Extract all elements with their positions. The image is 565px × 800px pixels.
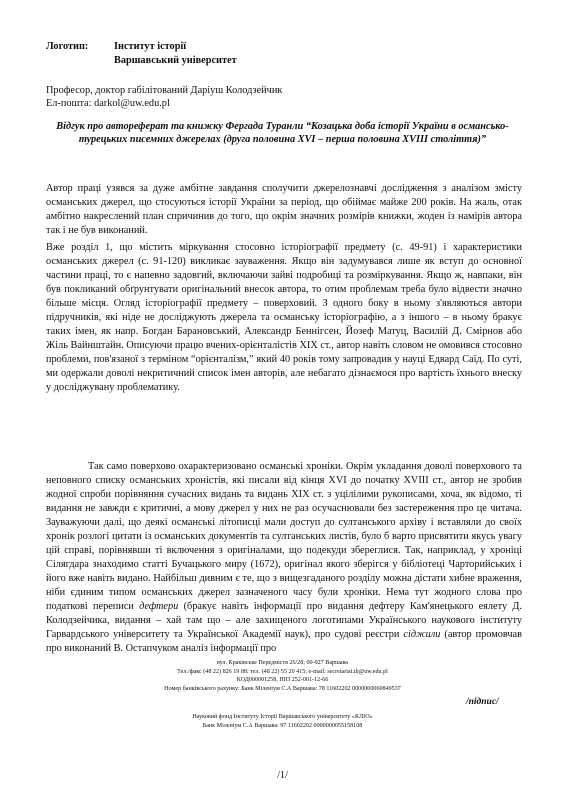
logo-header — [46, 40, 237, 66]
author-email: Ел-пошта: darkol@uw.edu.pl — [46, 98, 170, 109]
paragraph-chronicles-text-3: (автор промовчав про виконаний В. Остапчуком аналіз інформації про — [46, 629, 522, 654]
footer-address: вул. Краківське Передмістя 26/28; 00-927 Варшава — [216, 660, 348, 666]
institute-footer — [0, 659, 565, 694]
paragraph-chronicles — [46, 460, 522, 656]
paragraph-intro: Автор праці узявся за дуже амбітне завдання сполучити джерелознавчі дослідження з аналізом змісту османських джерел, що стосуються історії України за період, що обіймає майже 200 років. На жаль, отак амбітно накреслений план спричинив до того, що окрім значних розмірів книжки, жоден із намірів автора так і не був виконаний. — [46, 183, 522, 236]
term-sijili: сіджили — [403, 629, 441, 640]
paragraph-chronicles-text-1: Так само поверхово охарактеризовано османські хроніки. Окрім укладання доволі поверхового та неповного списку османських хроністів, які писали від кінця XVI до початку XVIII ст., автор не зробив жодної спроби порівняння сучасних видань та видань XIX ст. з уцілілими рукописами, хоча, як відомо, ті видання не завжди є критичні, а мову джерел у них не раз осучаснювали без застереження про це читача. Зауважуючи далі, що деякі османські літописці мали доступ до султанського архіву і вставляли до своїх хронік розлогі цитати із османських документів та султанських листів, було б варто присвятити якусь увагу цій справі, порівнявши ті включення з оригіналами, що подекуди збереглися. Так, наприклад, у хроніці Сілягдара знаходимо статті Бучацького миру (1672), оригінал якого зберігся у бібліотеці Чарторийських і його вже навіть видано. Найбільш дивним є те, що з вищезгаданого розділу можна дістати хибне враження, ніби єдиним типом османських джерел зазначеного часу були хроніки. Нема тут жодного слова про податкові переписи — [46, 461, 522, 612]
term-defteri: дефтери — [139, 601, 179, 612]
author-block — [46, 84, 282, 110]
paragraph-chronicles-text-2: (бракує навіть інформації про видання дефтеру Кам'янецького еялету Д. Колодзейчика, видання – хай там що – але захищеного логотипами Українського наукового інституту Гарвардського університету та Української Академії наук), про судові реєстри — [46, 601, 522, 640]
footer-bank-account: Номер банківського рахунку: Банк Міленіум С.А Варшава: 78 11602202 0000000060849537 — [164, 686, 401, 693]
paragraph-historiography: Вже розділ 1, що містить міркування стосовно історіографії предмету (с. 49-91) і характеристики османських джерел (с. 91-120) викликає зауваження. Якщо він задумувався лише як вступ до основної частини праці, то є напевно задовгий, включаючи зайві подробиці та розміркування. Якщо ж, навпаки, він був покликаний обґрунтувати оригінальний внесок автора, то отим проблемам треба було відвести значно більше місця. Огляд історіографії предмету – поверховий. З одного боку в ньому з'являються автори підручників, які ніде не досліджують джерела та османську історіографію, а з іншого – в ньому бракує таких імен, як напр. Богдан Барановський, Александр Беннігсен, Йозеф Матуц, Василій Д. Смірнов або Жіль Вайнштайн. Описуючи працю вчених-орієнталістів XIX ст., автор навіть словом не омовився стосовно проблеми, пов'язаної з терміном “орієнталізм,” який 40 років тому запровадив у науці Едвард Саїд. По суті, ми одержали доволі некритичний список імен авторів, але небагато дізнаємося про вартість їхнього внеску у досліджувану проблематику. — [46, 242, 522, 393]
review-title: Відгук про автореферат та книжку Фергада Туранли “Козацька доба історії України в османсько-турецьких писемних джерелах (друга половина XVI – перша половина XVIII століття)” — [56, 121, 509, 145]
logo-institute-line: Інститут історії — [114, 41, 187, 52]
footer-phones: Тел./факс (48 22) 826 19 88; тел. (48 22) 55 20 415; e-mail: secretariat.ih@uw.edu.pl — [177, 668, 388, 675]
footer-fund-bank: Банк Міленіум С.А Варшава: 97 11602202 0000000055158108 — [202, 722, 363, 729]
footer-fund-name: Науковий фонд Інституту Історії Варшавського університету «КЛІО» — [192, 714, 373, 720]
footer-codes: КОД000001258, НІП 252-001-12-66 — [236, 677, 329, 684]
signature-mark: /підпис/ — [466, 697, 499, 707]
fund-footer — [0, 713, 565, 730]
logo-university-line: Варшавський університет — [114, 55, 237, 66]
logo-label: Логотип: — [46, 41, 89, 52]
author-name: Професор, доктор габілітований Даріуш Колодзейчик — [46, 85, 283, 96]
page-number: /1/ — [277, 770, 288, 781]
